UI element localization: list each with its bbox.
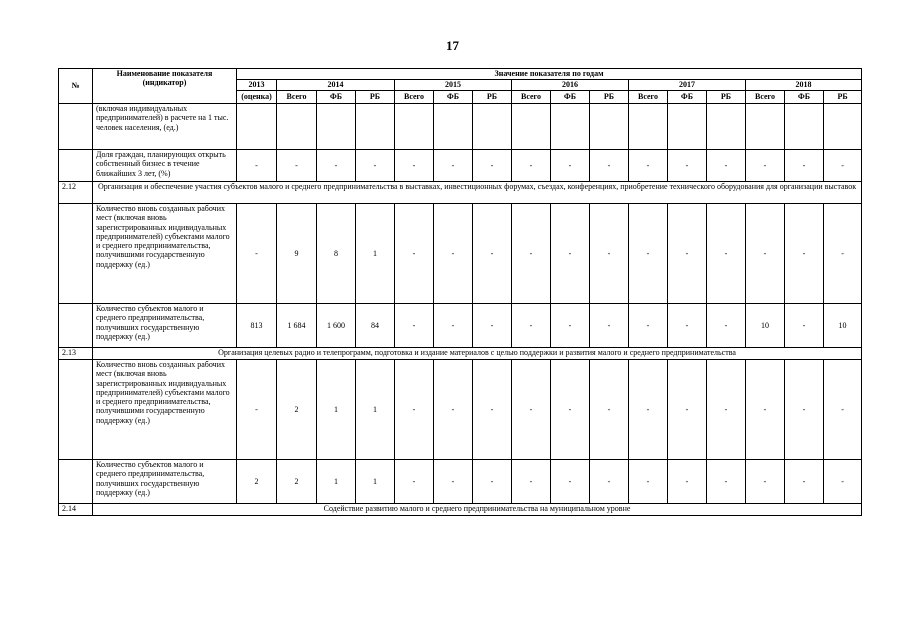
value-cell: - — [395, 304, 434, 348]
value-cell: - — [473, 304, 512, 348]
header-year-2014: 2014 — [277, 80, 395, 91]
header-subcol-2017-fb: ФБ — [668, 91, 707, 104]
value-cell: - — [434, 304, 473, 348]
section-number: 2.13 — [59, 348, 93, 360]
value-cell: - — [746, 360, 785, 460]
value-cell: - — [434, 150, 473, 182]
value-cell: - — [746, 150, 785, 182]
header-subcol-2016-fb: ФБ — [551, 91, 590, 104]
value-cell: - — [629, 204, 668, 304]
value-cell: - — [434, 204, 473, 304]
header-values-group: Значение показателя по годам — [237, 69, 862, 80]
value-cell: - — [512, 304, 551, 348]
row-number — [59, 460, 93, 504]
value-cell — [395, 104, 434, 150]
value-cell: 1 684 — [277, 304, 317, 348]
value-cell: - — [395, 460, 434, 504]
value-cell: - — [629, 460, 668, 504]
header-subcol-2015-fb: ФБ — [434, 91, 473, 104]
value-cell: - — [237, 150, 277, 182]
header-year-2013: 2013 — [237, 80, 277, 91]
section-title: Организация и обеспечение участия субъектов малого и среднего предпринимательства в выставках, инвестиционных форумах, съездах, конференциях, приобретение технического оборудования для организации выставок — [93, 182, 862, 204]
indicator-name: Количество вновь созданных рабочих мест (включая вновь зарегистрированных индивидуальных предпринимателей) субъектами малого и среднего предпринимательства, получившими государственную поддержку (ед.) — [93, 204, 237, 304]
value-cell: - — [590, 304, 629, 348]
value-cell — [551, 104, 590, 150]
indicator-name: Количество субъектов малого и среднего предпринимательства, получивших государственную поддержку (ед.) — [93, 460, 237, 504]
value-cell: - — [707, 304, 746, 348]
header-subcol-2015-rb: РБ — [473, 91, 512, 104]
value-cell: 1 — [356, 460, 395, 504]
value-cell: - — [707, 460, 746, 504]
value-cell: - — [668, 204, 707, 304]
value-cell: 813 — [237, 304, 277, 348]
indicators-table — [58, 68, 862, 516]
value-cell — [590, 104, 629, 150]
header-subcol-2016-rb: РБ — [590, 91, 629, 104]
value-cell: - — [551, 204, 590, 304]
header-subcol-2015-total: Всего — [395, 91, 434, 104]
section-number: 2.12 — [59, 182, 93, 204]
value-cell: - — [551, 360, 590, 460]
value-cell: - — [785, 304, 824, 348]
header-subcol-2014-fb: ФБ — [317, 91, 356, 104]
value-cell — [277, 104, 317, 150]
value-cell — [629, 104, 668, 150]
value-cell — [746, 104, 785, 150]
header-subcol-2018-total: Всего — [746, 91, 785, 104]
value-cell: 1 — [356, 360, 395, 460]
value-cell: - — [237, 204, 277, 304]
value-cell: - — [746, 204, 785, 304]
value-cell: - — [668, 460, 707, 504]
header-subcol-2017-rb: РБ — [707, 91, 746, 104]
value-cell: - — [590, 360, 629, 460]
value-cell: - — [590, 204, 629, 304]
table-row — [59, 150, 862, 182]
value-cell: - — [277, 150, 317, 182]
indicator-name: Доля граждан, планирующих открыть собственный бизнес в течение ближайших 3 лет, (%) — [93, 150, 237, 182]
value-cell — [356, 104, 395, 150]
value-cell: - — [707, 204, 746, 304]
value-cell: - — [824, 150, 862, 182]
header-subcol-2018-fb: ФБ — [785, 91, 824, 104]
value-cell: 1 — [317, 360, 356, 460]
value-cell: - — [395, 150, 434, 182]
header-num: № — [59, 69, 93, 104]
value-cell: 1 — [317, 460, 356, 504]
header-year-2015: 2015 — [395, 80, 512, 91]
section-row — [59, 504, 862, 516]
row-number — [59, 150, 93, 182]
row-number — [59, 304, 93, 348]
value-cell: 84 — [356, 304, 395, 348]
value-cell — [434, 104, 473, 150]
table-row — [59, 304, 862, 348]
indicator-name: Количество субъектов малого и среднего предпринимательства, получивших государственную поддержку (ед.) — [93, 304, 237, 348]
value-cell: - — [707, 150, 746, 182]
section-row — [59, 182, 862, 204]
value-cell: - — [473, 460, 512, 504]
table-row — [59, 460, 862, 504]
header-subcol-2018-rb: РБ — [824, 91, 862, 104]
row-number — [59, 104, 93, 150]
value-cell: - — [707, 360, 746, 460]
value-cell — [237, 104, 277, 150]
value-cell: - — [668, 150, 707, 182]
value-cell: 8 — [317, 204, 356, 304]
value-cell: 2 — [277, 460, 317, 504]
value-cell: - — [512, 204, 551, 304]
value-cell — [668, 104, 707, 150]
value-cell: - — [237, 360, 277, 460]
value-cell: - — [785, 204, 824, 304]
value-cell: - — [629, 360, 668, 460]
value-cell: - — [824, 460, 862, 504]
header-year-2018: 2018 — [746, 80, 862, 91]
value-cell: - — [551, 460, 590, 504]
header-subcol-2017-total: Всего — [629, 91, 668, 104]
value-cell: 9 — [277, 204, 317, 304]
value-cell: 2 — [277, 360, 317, 460]
value-cell: - — [395, 360, 434, 460]
value-cell: 1 600 — [317, 304, 356, 348]
value-cell: - — [824, 360, 862, 460]
value-cell: - — [473, 204, 512, 304]
value-cell: - — [785, 460, 824, 504]
value-cell: 10 — [824, 304, 862, 348]
value-cell: 10 — [746, 304, 785, 348]
value-cell: - — [590, 150, 629, 182]
header-subcol-2016-total: Всего — [512, 91, 551, 104]
table-row — [59, 204, 862, 304]
section-number: 2.14 — [59, 504, 93, 516]
table-row — [59, 360, 862, 460]
section-row — [59, 348, 862, 360]
value-cell: - — [785, 150, 824, 182]
row-number — [59, 360, 93, 460]
header-indicator-name: Наименование показателя (индикатор) — [93, 69, 237, 104]
value-cell: - — [629, 304, 668, 348]
value-cell: - — [512, 150, 551, 182]
value-cell: - — [434, 360, 473, 460]
indicator-name: Количество вновь созданных рабочих мест (включая вновь зарегистрированных индивидуальных предпринимателей) субъектами малого и среднего предпринимательства, получившими государственную поддержку (ед.) — [93, 360, 237, 460]
value-cell: 2 — [237, 460, 277, 504]
value-cell: - — [551, 150, 590, 182]
section-title: Организация целевых радио и телепрограмм, подготовка и издание материалов с целью поддержки и развития малого и среднего предпринимательства — [93, 348, 862, 360]
value-cell: - — [668, 304, 707, 348]
value-cell: - — [434, 460, 473, 504]
value-cell: - — [785, 360, 824, 460]
row-number — [59, 204, 93, 304]
value-cell — [785, 104, 824, 150]
value-cell: - — [512, 360, 551, 460]
header-2013-estimate: (оценка) — [237, 91, 277, 104]
value-cell: - — [473, 150, 512, 182]
table-row — [59, 104, 862, 150]
value-cell: - — [356, 150, 395, 182]
value-cell: - — [317, 150, 356, 182]
header-subcol-2014-total: Всего — [277, 91, 317, 104]
section-title: Содействие развитию малого и среднего предпринимательства на муниципальном уровне — [93, 504, 862, 516]
value-cell — [317, 104, 356, 150]
page-number: 17 — [446, 38, 459, 53]
value-cell: - — [551, 304, 590, 348]
header-year-2017: 2017 — [629, 80, 746, 91]
value-cell — [473, 104, 512, 150]
value-cell: - — [629, 150, 668, 182]
value-cell: - — [746, 460, 785, 504]
value-cell: - — [473, 360, 512, 460]
value-cell: 1 — [356, 204, 395, 304]
value-cell: - — [824, 204, 862, 304]
value-cell — [512, 104, 551, 150]
value-cell — [707, 104, 746, 150]
value-cell — [824, 104, 862, 150]
value-cell: - — [668, 360, 707, 460]
value-cell: - — [512, 460, 551, 504]
indicator-name: (включая индивидуальных предпринимателей) в расчете на 1 тыс. человек населения, (ед.) — [93, 104, 237, 150]
value-cell: - — [395, 204, 434, 304]
header-subcol-2014-rb: РБ — [356, 91, 395, 104]
header-year-2016: 2016 — [512, 80, 629, 91]
value-cell: - — [590, 460, 629, 504]
